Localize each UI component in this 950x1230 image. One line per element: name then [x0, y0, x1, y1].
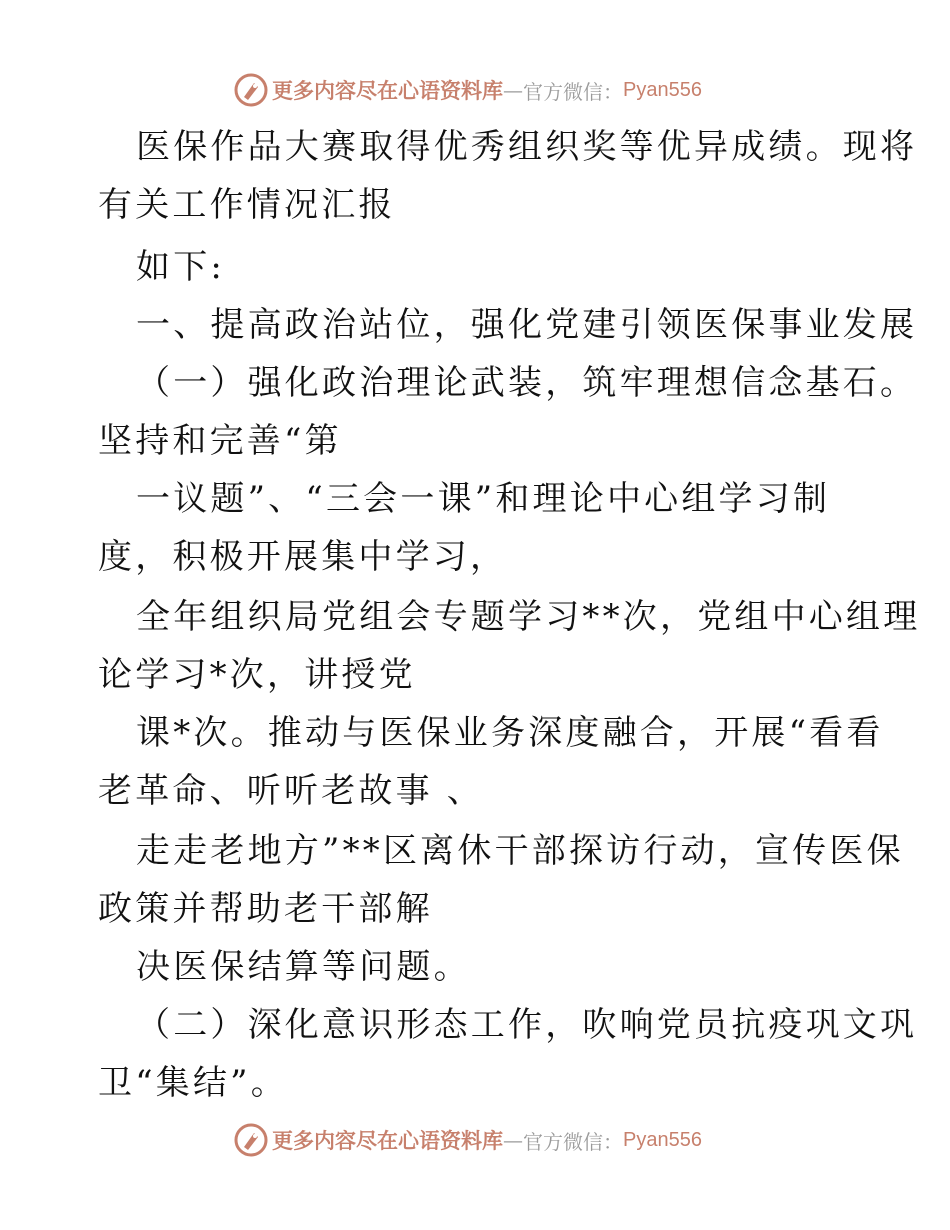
- subsection-heading: （一）强化政治理论武装，筑牢理想信念基石。: [136, 363, 918, 403]
- header-watermark: [234, 72, 702, 108]
- body-line: 医保作品大赛取得优秀组织奖等优异成绩。现将: [136, 127, 918, 167]
- watermark-main-text: 更多内容尽在心语资料库: [272, 1128, 503, 1153]
- footer-watermark: [234, 1122, 702, 1158]
- watermark-main-text: 更多内容尽在心语资料库: [272, 78, 503, 103]
- body-line: 老革命、听听老故事 、: [98, 771, 485, 811]
- pen-nib-seal-icon: [234, 1123, 268, 1157]
- pen-nib-seal-icon: [234, 73, 268, 107]
- watermark-dash: —: [503, 1128, 523, 1152]
- body-line: 全年组织局党组会专题学习**次，党组中心组理: [136, 597, 921, 637]
- watermark-wechat-id: Pyan556: [623, 78, 702, 101]
- body-line: 有关工作情况汇报: [98, 185, 396, 225]
- body-line: 一议题”、“三会一课”和理论中心组学习制: [136, 479, 831, 519]
- subsection-heading: （二）深化意识形态工作，吹响党员抗疫巩文巩: [136, 1005, 918, 1045]
- watermark-sub-text: 官方微信：: [523, 1129, 623, 1154]
- watermark-dash: —: [503, 78, 523, 102]
- body-line: 政策并帮助老干部解: [98, 889, 433, 929]
- body-line: 论学习*次，讲授党: [98, 655, 416, 695]
- body-line: 卫“集结”。: [98, 1063, 288, 1103]
- watermark-sub-text: 官方微信：: [523, 79, 623, 104]
- section-heading: 一、提高政治站位，强化党建引领医保事业发展: [136, 305, 918, 345]
- body-line: 度，积极开展集中学习，: [98, 537, 508, 577]
- body-line: 决医保结算等问题。: [136, 947, 471, 987]
- body-line: 如下:: [136, 247, 226, 287]
- body-line: 走走老地方”**区离休干部探访行动，宣传医保: [136, 831, 904, 871]
- body-line: 坚持和完善“第: [98, 421, 342, 461]
- body-line: 课*次。推动与医保业务深度融合，开展“看看: [136, 713, 884, 753]
- watermark-wechat-id: Pyan556: [623, 1128, 702, 1151]
